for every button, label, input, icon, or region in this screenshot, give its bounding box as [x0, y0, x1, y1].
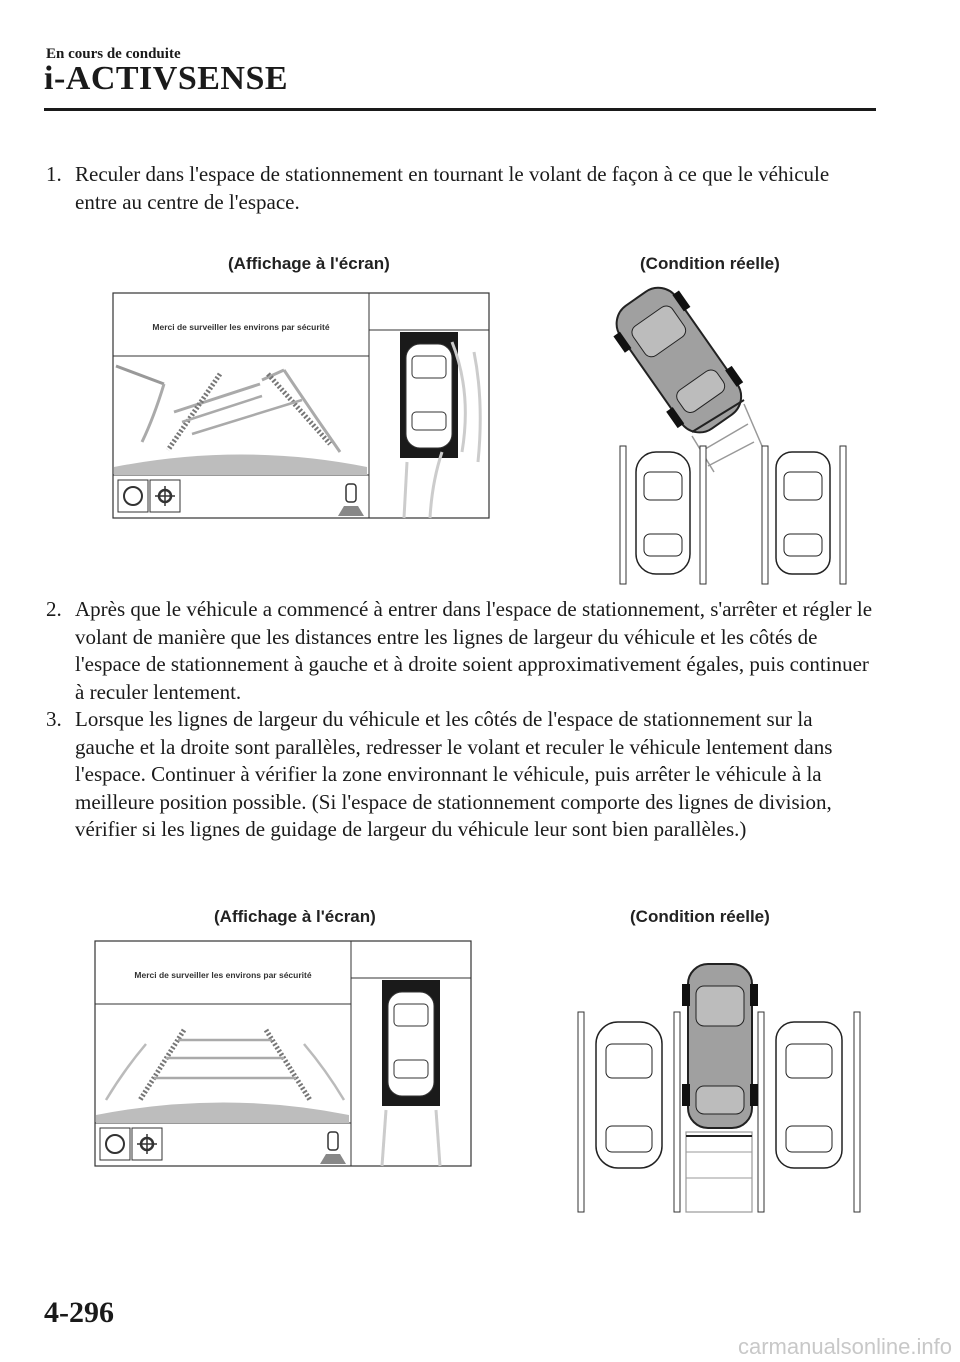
figure-1-real-illustration: [596, 276, 856, 588]
figure-2-real-illustration: [576, 956, 866, 1216]
screen-message: Merci de surveiller les environs par sécurité: [152, 322, 330, 332]
figure-2-screen-illustration: [94, 940, 472, 1168]
figure-1-screen-illustration: [112, 292, 490, 520]
step-number: 3.: [46, 707, 62, 731]
step-3: [46, 706, 876, 844]
figure-2-screen-caption: (Affichage à l'écran): [214, 907, 376, 926]
chapter-title: i-ACTIVSENSE: [44, 60, 289, 97]
page-number: 4-296: [44, 1296, 114, 1329]
screen-message: Merci de surveiller les environs par sécurité: [134, 970, 312, 980]
step-text: Lorsque les lignes de largeur du véhicule et les côtés de l'espace de stationnement sur la gauche et la droite sont parallèles, redresser le volant et reculer le véhicule lentement dans l'espace. Continuer à vérifier la zone environnant le véhicule, puis arrêter le véhicule à la meilleure position possible. (Si l'espace de stationnement comporte des lignes de division, vérifier si les lignes de guidage de largeur du véhicule leur sont bien parallèles.): [75, 707, 833, 842]
step-text: Après que le véhicule a commencé à entrer dans l'espace de stationnement, s'arrêter et régler le volant de manière que les distances entre les lignes de largeur du véhicule et les côtés de l'espace de stationnement à gauche et à droite soient approximativement égales, puis continuer à reculer lentement.: [75, 597, 873, 704]
figure-2-real-caption: (Condition réelle): [630, 907, 770, 926]
step-2: [46, 596, 876, 706]
step-number: 2.: [46, 597, 62, 621]
figure-1-real-caption: (Condition réelle): [640, 254, 780, 273]
header-rule: [44, 108, 876, 111]
figure-1-screen-caption: (Affichage à l'écran): [228, 254, 390, 273]
step-number: 1.: [46, 162, 62, 186]
watermark: carmanualsonline.info: [737, 1334, 952, 1359]
step-1: [46, 161, 876, 216]
step-text: Reculer dans l'espace de stationnement en tournant le volant de façon à ce que le véhicule entre au centre de l'espace.: [75, 162, 830, 214]
section-label: En cours de conduite: [46, 46, 181, 62]
